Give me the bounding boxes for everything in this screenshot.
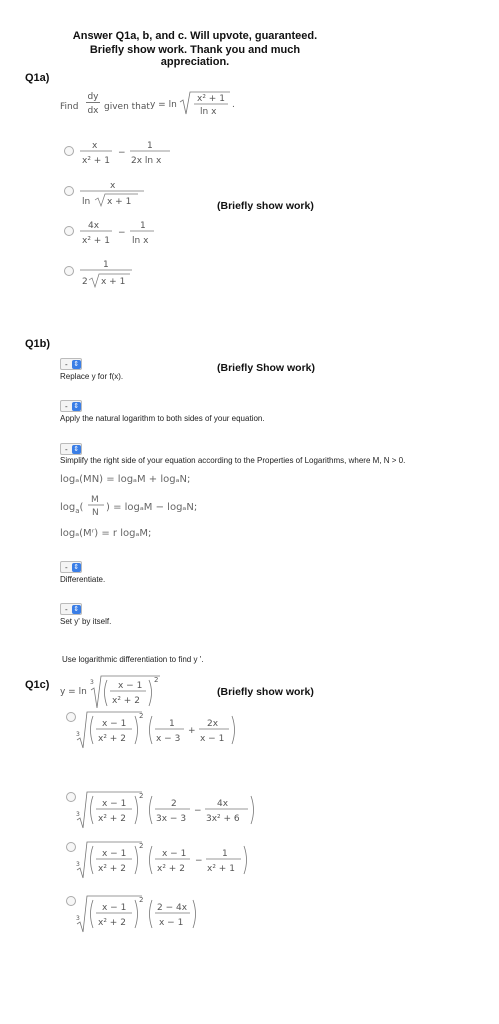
log-rule-1: logₐ(MN) = logₐM + logₐN;: [60, 474, 191, 485]
step5-select[interactable]: [60, 603, 82, 615]
log-rule-2: ) = logₐM − logₐN;: [106, 502, 198, 513]
svg-text:3: 3: [76, 731, 80, 738]
svg-text:2x: 2x: [207, 719, 219, 729]
select-value: -: [65, 604, 68, 614]
log-rule-2-fraction: [86, 492, 106, 518]
svg-text:2: 2: [139, 896, 144, 904]
select-arrow-icon: ⇕: [73, 605, 80, 613]
select-arrow-icon: ⇕: [73, 445, 80, 453]
svg-text:1: 1: [222, 849, 228, 859]
q1a-option-4: [78, 257, 138, 291]
svg-text:N: N: [92, 508, 99, 518]
svg-text:1: 1: [140, 221, 146, 231]
find-text: Find: [60, 102, 79, 112]
svg-text:x − 1: x − 1: [162, 849, 187, 859]
header-line-2: Briefly show work. Thank you and much appreciation.: [89, 44, 301, 68]
step3-text: Simplify the right side of your equation according to the Properties of Logarithms, where M, N > 0.: [60, 456, 406, 465]
svg-text:x − 1: x − 1: [102, 799, 127, 809]
svg-text:−: −: [118, 148, 126, 158]
select-value: -: [65, 359, 68, 369]
svg-text:x² + 2: x² + 2: [98, 814, 126, 824]
q1a-option-3-radio[interactable]: [64, 226, 74, 236]
svg-text:x − 1: x − 1: [102, 849, 127, 859]
svg-text:x: x: [110, 181, 116, 191]
svg-text:.: .: [232, 100, 235, 110]
svg-text:x − 1: x − 1: [200, 734, 225, 744]
svg-text:3: 3: [76, 811, 80, 818]
svg-text:3: 3: [76, 915, 80, 922]
svg-text:−: −: [118, 228, 126, 238]
svg-text:ln x: ln x: [132, 236, 149, 246]
svg-text:x² + 1: x² + 1: [207, 864, 235, 874]
svg-text:2: 2: [171, 799, 177, 809]
step4-text: Differentiate.: [60, 575, 106, 584]
q1a-function: [150, 86, 240, 120]
step3-select[interactable]: [60, 443, 82, 455]
q1c-intro: Use logarithmic differentiation to find y '.: [62, 655, 204, 664]
select-value: -: [65, 401, 68, 411]
q1a-option-3: [78, 218, 158, 248]
q1a-option-1-radio[interactable]: [64, 146, 74, 156]
svg-text:x² + 1: x² + 1: [197, 94, 225, 104]
svg-text:y = ln: y = ln: [150, 100, 177, 110]
svg-text:x² + 2: x² + 2: [98, 734, 126, 744]
svg-text:x + 1: x + 1: [107, 197, 132, 207]
dx-denominator: dx: [87, 106, 99, 116]
q1c-option-1: [76, 706, 246, 750]
svg-text:x − 1: x − 1: [102, 719, 127, 729]
svg-text:x² + 2: x² + 2: [157, 864, 185, 874]
svg-text:x + 1: x + 1: [101, 277, 126, 287]
q1a-option-2-radio[interactable]: [64, 186, 74, 196]
q1a-option-1: [78, 138, 178, 168]
q1c-option-1-radio[interactable]: [66, 712, 76, 722]
svg-text:1: 1: [103, 260, 109, 270]
svg-text:1: 1: [147, 141, 153, 151]
svg-text:x² + 1: x² + 1: [82, 156, 110, 166]
svg-text:x² + 2: x² + 2: [98, 918, 126, 928]
q1c-option-3: [76, 836, 256, 880]
q1c-option-2: [76, 786, 261, 830]
select-arrow-icon: ⇕: [73, 360, 80, 368]
svg-text:3: 3: [76, 861, 80, 868]
q1c-option-2-radio[interactable]: [66, 792, 76, 802]
svg-text:ln: ln: [82, 197, 91, 207]
select-arrow-icon: ⇕: [73, 402, 80, 410]
svg-text:2: 2: [82, 277, 88, 287]
svg-text:x: x: [92, 141, 98, 151]
q1b-note: (Briefly Show work): [217, 362, 316, 374]
step4-select[interactable]: [60, 561, 82, 573]
svg-text:2: 2: [139, 712, 144, 720]
svg-text:−: −: [195, 856, 203, 866]
svg-text:x − 1: x − 1: [118, 681, 143, 691]
svg-text:4x: 4x: [217, 799, 229, 809]
svg-text:2x ln x: 2x ln x: [131, 156, 162, 166]
header-line-1: Answer Q1a, b, and c. Will upvote, guaranteed.: [72, 30, 318, 42]
svg-text:2: 2: [139, 792, 144, 800]
svg-text:x − 1: x − 1: [159, 918, 184, 928]
q1c-note: (Briefly show work): [217, 686, 314, 698]
q1c-label: Q1c): [25, 679, 50, 691]
q1a-label: Q1a): [25, 72, 50, 84]
svg-text:2 − 4x: 2 − 4x: [157, 903, 188, 913]
step1-text: Replace y for f(x).: [60, 372, 124, 381]
step5-text: Set y' by itself.: [60, 617, 112, 626]
svg-text:3x − 3: 3x − 3: [156, 814, 187, 824]
svg-text:x² + 2: x² + 2: [98, 864, 126, 874]
log-rule-2-prefix: $\log_a$(: [60, 502, 84, 515]
svg-text:x² + 1: x² + 1: [82, 236, 110, 246]
svg-text:x² + 2: x² + 2: [112, 696, 140, 706]
q1a-option-4-radio[interactable]: [64, 266, 74, 276]
dy-numerator: dy: [87, 92, 99, 102]
log-rule-3: logₐ(Mʳ) = r logₐM;: [60, 528, 152, 539]
step2-text: Apply the natural logarithm to both sides of your equation.: [60, 414, 265, 423]
svg-text:y = ln: y = ln: [60, 687, 87, 697]
svg-text:2: 2: [154, 676, 159, 684]
q1b-label: Q1b): [25, 338, 51, 350]
q1c-option-4: [76, 890, 216, 934]
svg-text:1: 1: [169, 719, 175, 729]
step2-select[interactable]: [60, 400, 82, 412]
svg-text:3: 3: [90, 679, 94, 686]
select-value: -: [65, 444, 68, 454]
svg-text:M: M: [91, 495, 99, 505]
svg-text:−: −: [194, 806, 202, 816]
svg-text:x − 1: x − 1: [102, 903, 127, 913]
svg-text:4x: 4x: [88, 221, 100, 231]
svg-text:ln x: ln x: [200, 107, 217, 117]
select-value: -: [65, 562, 68, 572]
svg-text:x − 3: x − 3: [156, 734, 181, 744]
given-text: given that: [104, 102, 150, 112]
svg-text:3x² + 6: 3x² + 6: [206, 814, 240, 824]
q1a-option-2: [78, 178, 148, 208]
step1-select[interactable]: [60, 358, 82, 370]
q1c-option-4-radio[interactable]: [66, 896, 76, 906]
svg-text:+: +: [188, 726, 196, 736]
select-arrow-icon: ⇕: [73, 563, 80, 571]
svg-text:2: 2: [139, 842, 144, 850]
q1c-option-3-radio[interactable]: [66, 842, 76, 852]
q1a-note: (Briefly show work): [217, 200, 314, 212]
